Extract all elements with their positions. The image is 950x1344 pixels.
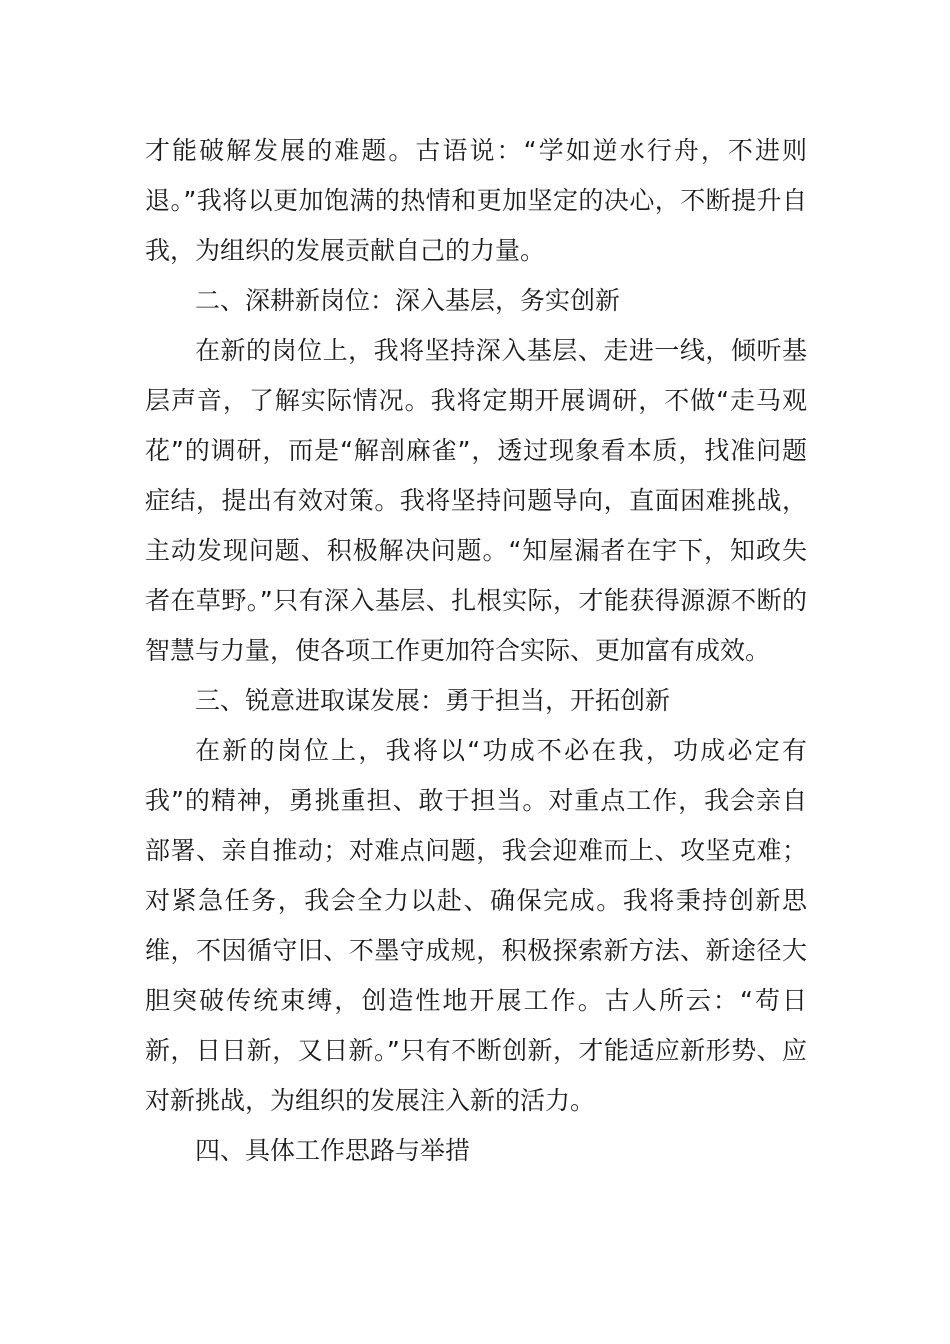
body-paragraph-section-three: 在新的岗位上，我将以“功成不必在我，功成必定有我”的精神，勇挑重担、敢于担当。对重点工作，我会亲自部署、亲自推动；对难点问题，我会迎难而上、攻坚克难；对紧急任务，我会全力以赴、确保完成。我将秉持创新思维，不因循守旧、不墨守成规，积极探索新方法、新途径大胆突破传统束缚，创造性地开展工作。古人所云：“苟日新，日日新，又日新。”只有不断创新，才能适应新形势、应对新挑战，为组织的发展注入新的活力。 <box>145 736 807 1115</box>
section-heading-four: 四、具体工作思路与举措 <box>195 1136 471 1165</box>
section-heading-three: 三、锐意进取谋发展：勇于担当，开拓创新 <box>195 686 671 715</box>
document-body <box>145 126 807 1176</box>
body-paragraph-continuation: 才能破解发展的难题。古语说：“学如逆水行舟，不进则退。”我将以更加饱满的热情和更加坚定的决心，不断提升自我，为组织的发展贡献自己的力量。 <box>145 136 807 265</box>
body-paragraph-section-two: 在新的岗位上，我将坚持深入基层、走进一线，倾听基层声音，了解实际情况。我将定期开展调研，不做“走马观花”的调研，而是“解剖麻雀”，透过现象看本质，找准问题症结，提出有效对策。我将坚持问题导向，直面困难挑战，主动发现问题、积极解决问题。“知屋漏者在宇下，知政失者在草野。”只有深入基层、扎根实际，才能获得源源不断的智慧与力量，使各项工作更加符合实际、更加富有成效。 <box>145 336 807 665</box>
section-heading-two: 二、深耕新岗位：深入基层，务实创新 <box>195 286 621 315</box>
